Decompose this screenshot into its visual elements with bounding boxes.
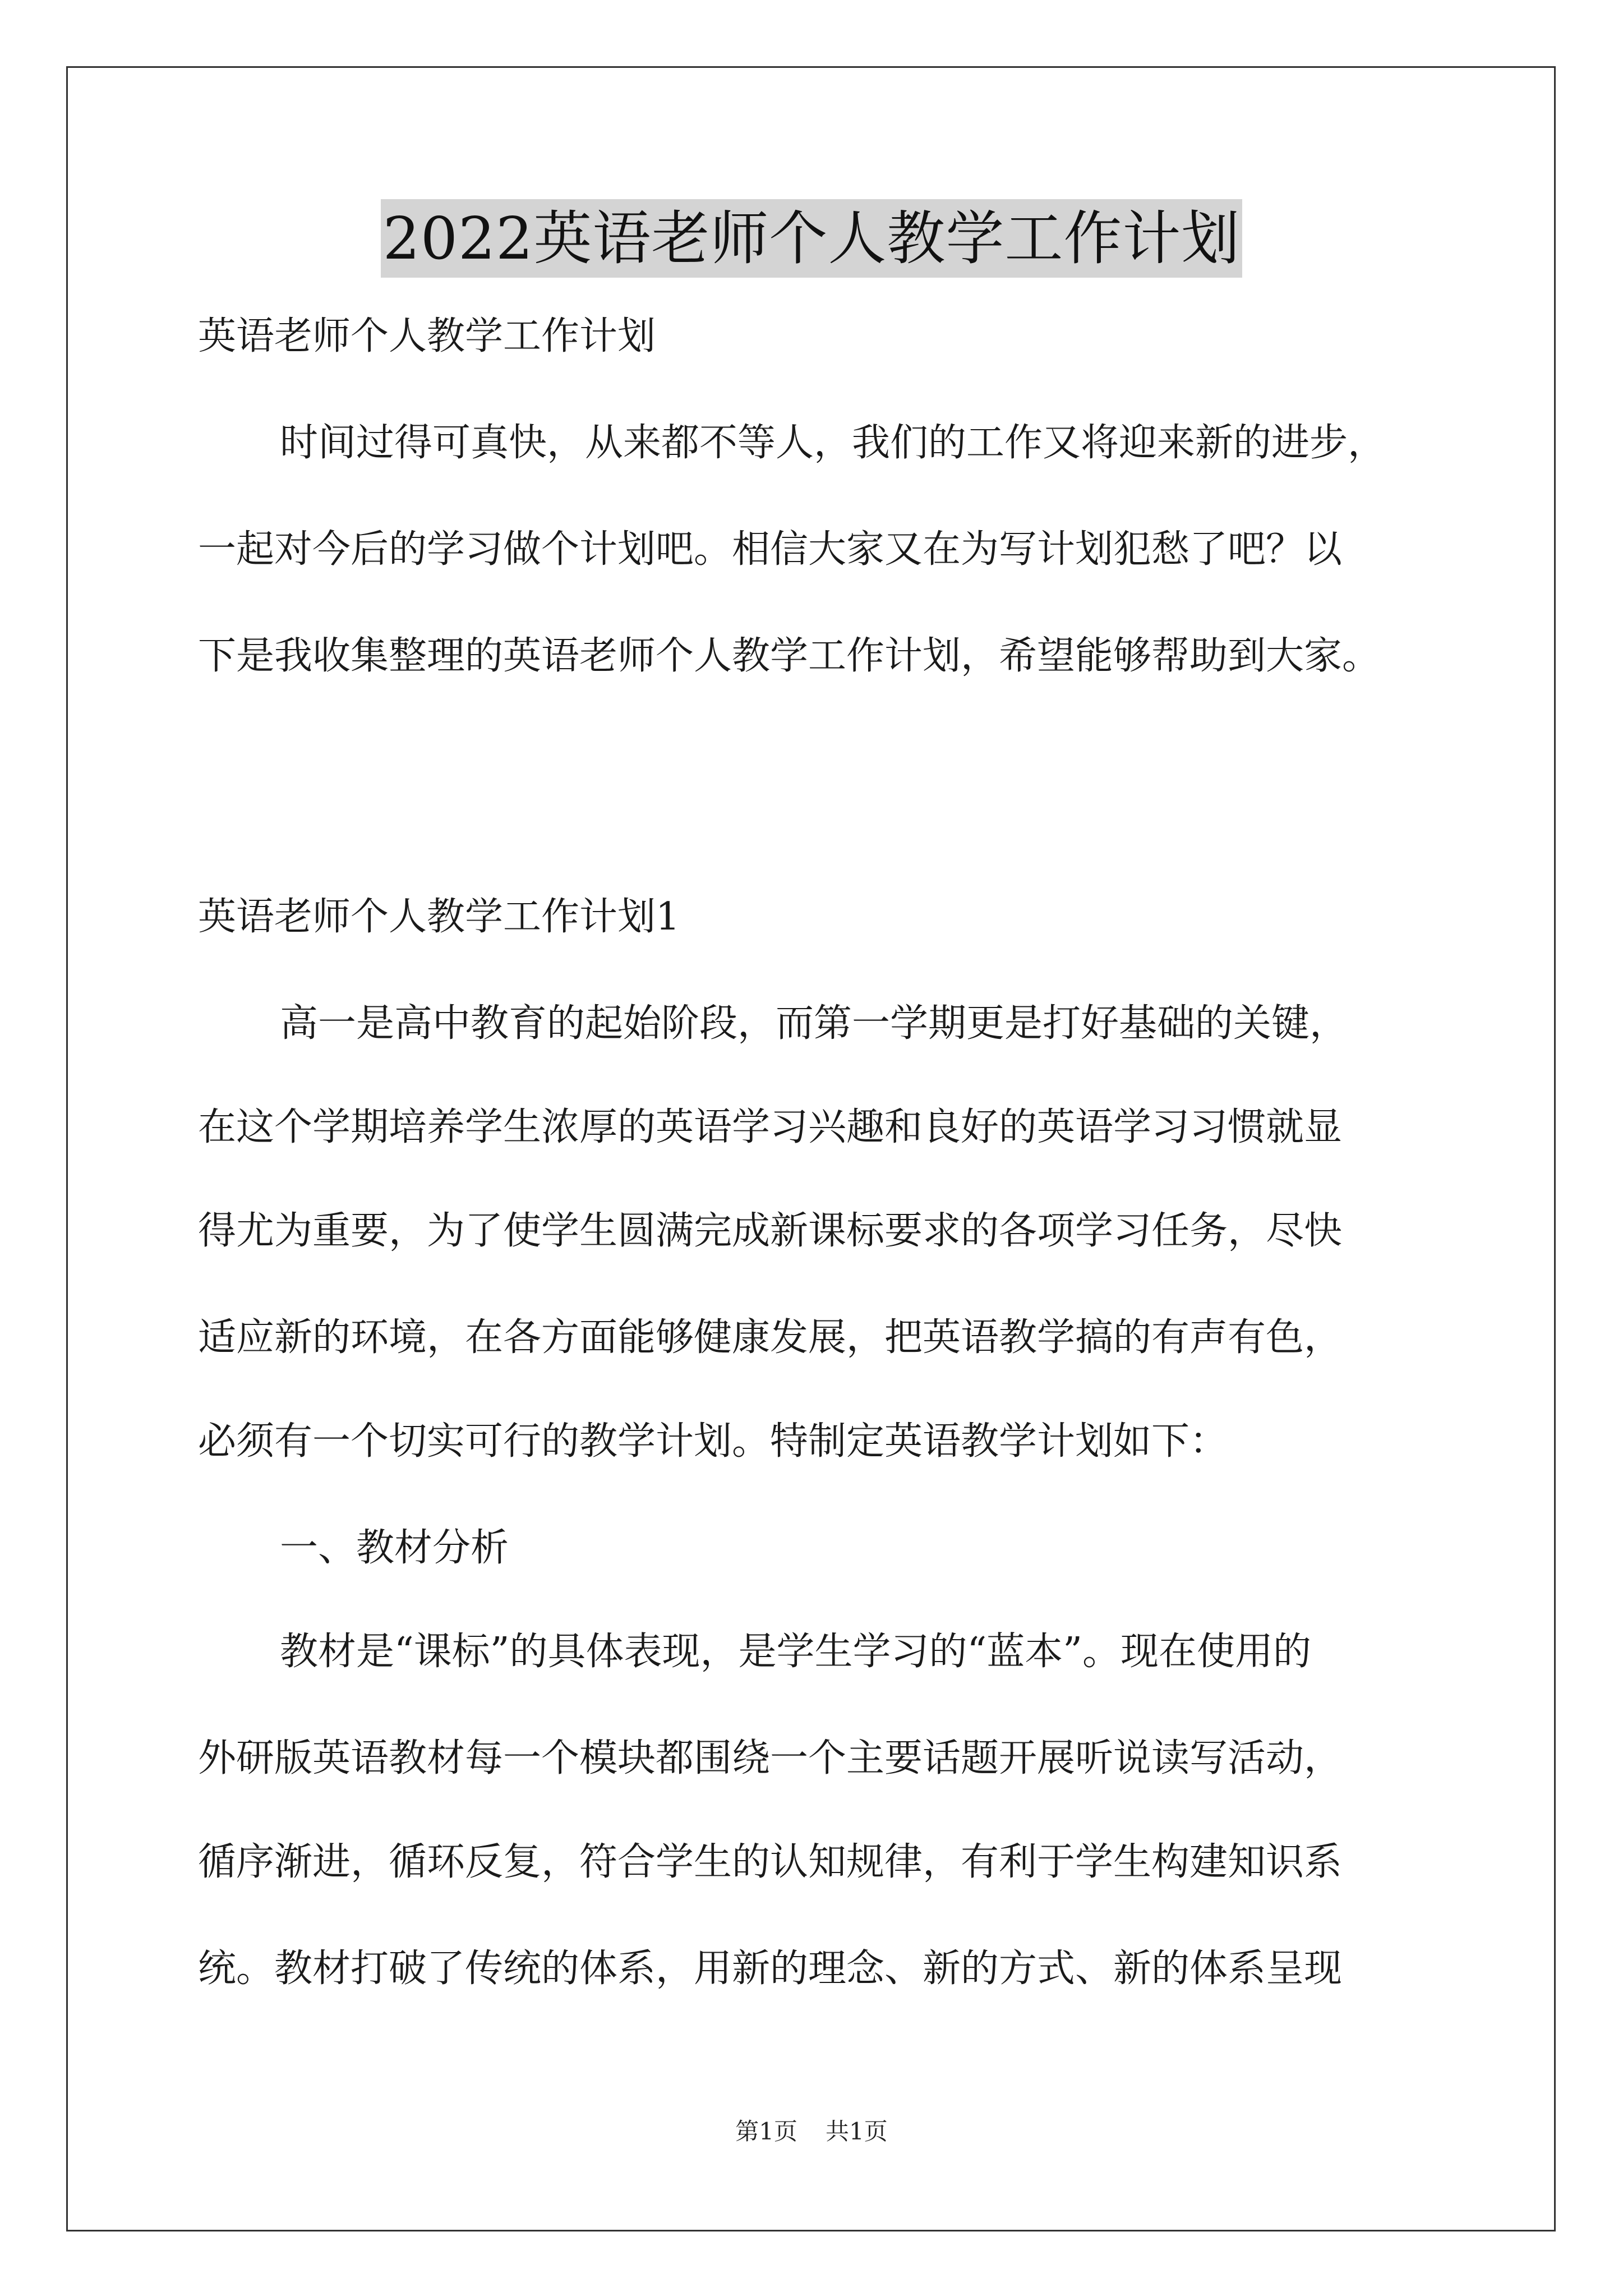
para2-line-1: 教材是“课标”的具体表现，是学生学习的“蓝本”。现在使用的: [280, 1630, 1312, 1674]
para1-line-4: 适应新的环境，在各方面能够健康发展，把英语教学搞的有声有色，: [198, 1315, 1343, 1360]
document-subtitle: 英语老师个人教学工作计划: [198, 314, 656, 358]
intro-line-3: 下是我收集整理的英语老师个人教学工作计划，希望能够帮助到大家。: [198, 634, 1381, 678]
para2-line-3: 循序渐进，循环反复，符合学生的认知规律，有利于学生构建知识系: [198, 1840, 1343, 1884]
page-number: 第1页: [735, 2118, 797, 2145]
section-heading: 英语老师个人教学工作计划1: [198, 895, 680, 939]
para2-line-4: 统。教材打破了传统的体系，用新的理念、新的方式、新的体系呈现: [198, 1947, 1343, 1991]
para1-line-1: 高一是高中教育的起始阶段，而第一学期更是打好基础的关键，: [280, 1001, 1348, 1046]
item-heading: 一、教材分析: [280, 1526, 509, 1570]
para1-line-3: 得尤为重要，为了使学生圆满完成新课标要求的各项学习任务，尽快: [198, 1209, 1343, 1253]
para1-line-5: 必须有一个切实可行的教学计划。特制定英语教学计划如下：: [198, 1419, 1228, 1464]
document-title: 2022英语老师个人教学工作计划: [381, 199, 1243, 278]
intro-line-2: 一起对今后的学习做个计划吧。相信大家又在为写计划犯愁了吧？以: [198, 527, 1343, 572]
intro-line-1: 时间过得可真快，从来都不等人，我们的工作又将迎来新的进步，: [280, 421, 1386, 465]
page-footer: [0, 2115, 1623, 2148]
title-container: [0, 199, 1623, 278]
page-total: 共1页: [826, 2118, 888, 2145]
para1-line-2: 在这个学期培养学生浓厚的英语学习兴趣和良好的英语学习习惯就显: [198, 1105, 1343, 1149]
para2-line-2: 外研版英语教材每一个模块都围绕一个主要话题开展听说读写活动，: [198, 1736, 1343, 1780]
